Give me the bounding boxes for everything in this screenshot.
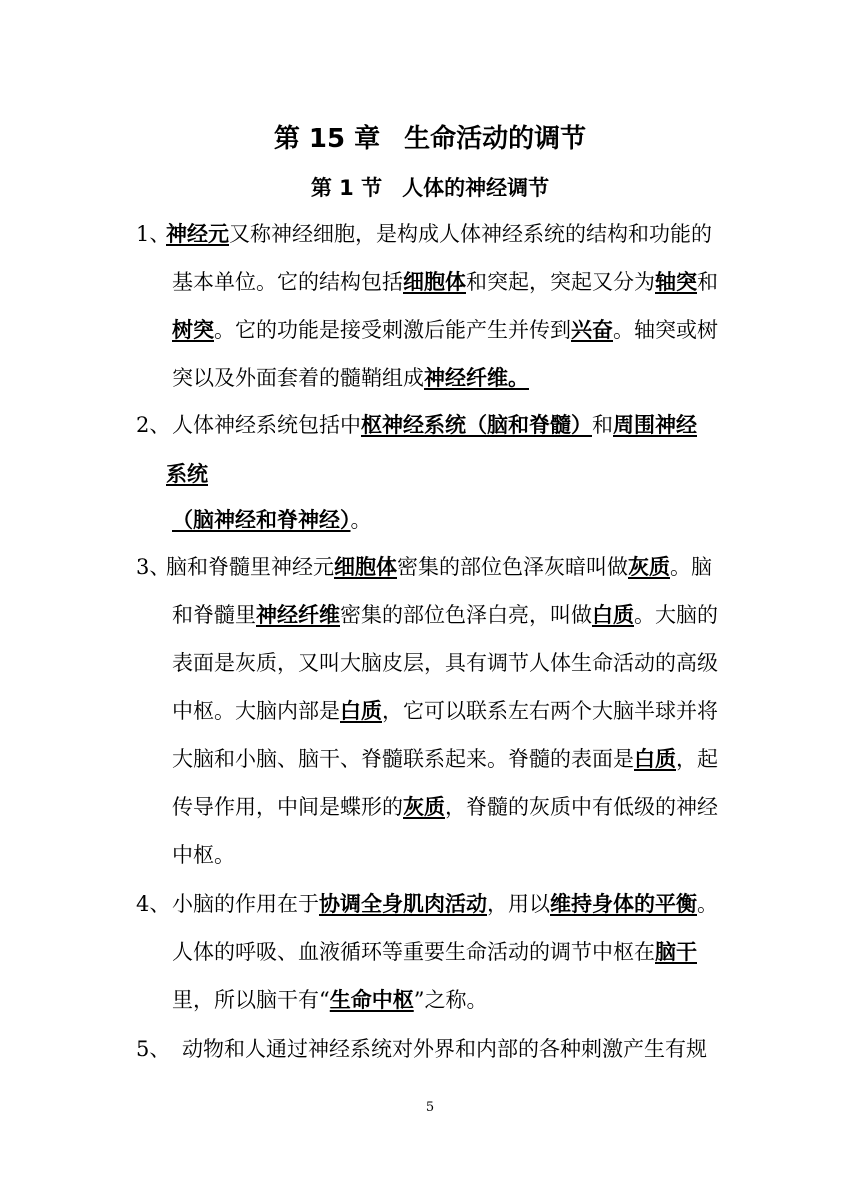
text-run: 密集的部位色泽灰暗叫做 xyxy=(397,555,628,579)
page-number: 5 xyxy=(425,1100,435,1115)
key-term: 轴突 xyxy=(655,269,697,294)
item-number: 1、 xyxy=(136,222,171,246)
paragraph-line xyxy=(166,222,712,246)
key-term: 灰质 xyxy=(628,554,670,579)
text-run: 传导作用，中间是蝶形的 xyxy=(172,795,403,819)
paragraph-line xyxy=(172,988,488,1012)
paragraph-line xyxy=(172,413,697,437)
text-run: 中枢。 xyxy=(172,843,235,867)
key-term: 协调全身肌肉活动 xyxy=(319,891,487,916)
key-term: 脑干 xyxy=(655,939,697,964)
text-run: 脑和脊髓里神经元 xyxy=(166,555,334,579)
text-run: 突以及外面套着的髓鞘组成 xyxy=(172,366,424,390)
text-run: 里，所以脑干有“ xyxy=(172,988,330,1012)
item-number: 2、 xyxy=(136,413,171,437)
key-term: 白质 xyxy=(634,746,676,771)
text-run: 人体的呼吸、血液循环等重要生命活动的调节中枢在 xyxy=(172,940,655,964)
key-term: 生命中枢 xyxy=(329,987,414,1012)
text-run: 。轴突或树 xyxy=(613,318,718,342)
text-run: 和脊髓里 xyxy=(172,603,256,627)
text-run: 表面是灰质，又叫大脑皮层，具有调节人体生命活动的高级 xyxy=(172,651,718,675)
item-number: 4、 xyxy=(136,892,171,916)
text-run: 动物和人通过神经系统对外界和内部的各种刺激产生有规 xyxy=(182,1037,707,1061)
item-number: 3、 xyxy=(136,555,171,579)
text-run: ，它可以联系左右两个大脑半球并将 xyxy=(382,699,718,723)
text-run: 密集的部位色泽白亮，叫做 xyxy=(340,603,592,627)
paragraph-line xyxy=(166,555,712,579)
key-term: 神经元 xyxy=(166,221,229,246)
text-run: 和 xyxy=(697,270,718,294)
chapter-name: 生命活动的调节 xyxy=(404,124,587,154)
section-number: 第 1 节 xyxy=(310,176,383,200)
key-term: 树突 xyxy=(172,317,214,342)
text-run: 又称神经细胞，是构成人体神经系统的结构和功能的 xyxy=(229,222,712,246)
text-run: 小脑的作用在于 xyxy=(172,892,319,916)
key-term: 维持身体的平衡 xyxy=(550,891,697,916)
paragraph-line xyxy=(172,508,372,532)
key-term: 兴奋 xyxy=(571,317,613,342)
text-run: 基本单位。它的结构包括 xyxy=(172,270,403,294)
chapter-number: 第 15 章 xyxy=(273,124,381,154)
key-term: 周围神经 xyxy=(613,412,697,437)
text-run: ，用以 xyxy=(487,892,550,916)
text-run: 。它的功能是接受刺激后能产生并传到 xyxy=(214,318,571,342)
paragraph-line xyxy=(172,843,235,867)
paragraph-line xyxy=(172,270,718,294)
text-run: 。大脑的 xyxy=(634,603,718,627)
text-run: 和 xyxy=(592,413,613,437)
paragraph-line xyxy=(172,940,697,964)
paragraph-line xyxy=(172,603,718,627)
text-run: ，起 xyxy=(676,747,718,771)
text-run: 。 xyxy=(350,508,372,532)
key-term: 系统 xyxy=(166,461,208,486)
key-term: 白质 xyxy=(592,602,634,627)
paragraph-line xyxy=(172,892,718,916)
text-run: 。 xyxy=(697,892,718,916)
paragraph-line xyxy=(172,366,529,390)
text-run: ”之称。 xyxy=(413,988,488,1012)
chapter-title xyxy=(0,118,860,155)
paragraph-line xyxy=(182,1037,707,1061)
section-title xyxy=(0,172,860,202)
section-name: 人体的神经调节 xyxy=(402,176,550,200)
text-run: 和突起，突起又分为 xyxy=(466,270,655,294)
key-term: 神经纤维。 xyxy=(424,365,529,390)
key-term: 细胞体 xyxy=(334,554,397,579)
key-term: （脑神经和脊神经） xyxy=(172,507,351,532)
key-term: 细胞体 xyxy=(403,269,466,294)
paragraph-line xyxy=(172,747,718,771)
key-term: 枢神经系统（脑和脊髓） xyxy=(361,412,592,437)
text-run: 。脑 xyxy=(670,555,712,579)
key-term: 神经纤维 xyxy=(256,602,340,627)
text-run: 大脑和小脑、脑干、脊髓联系起来。脊髓的表面是 xyxy=(172,747,634,771)
paragraph-line xyxy=(172,795,718,819)
paragraph-line xyxy=(172,318,718,342)
text-run: 人体神经系统包括中 xyxy=(172,413,361,437)
paragraph-line xyxy=(166,462,208,486)
key-term: 白质 xyxy=(340,698,382,723)
paragraph-line xyxy=(172,651,718,675)
paragraph-line xyxy=(172,699,718,723)
key-term: 灰质 xyxy=(403,794,445,819)
text-run: ，脊髓的灰质中有低级的神经 xyxy=(445,795,718,819)
text-run: 中枢。大脑内部是 xyxy=(172,699,340,723)
item-number: 5、 xyxy=(136,1037,171,1061)
